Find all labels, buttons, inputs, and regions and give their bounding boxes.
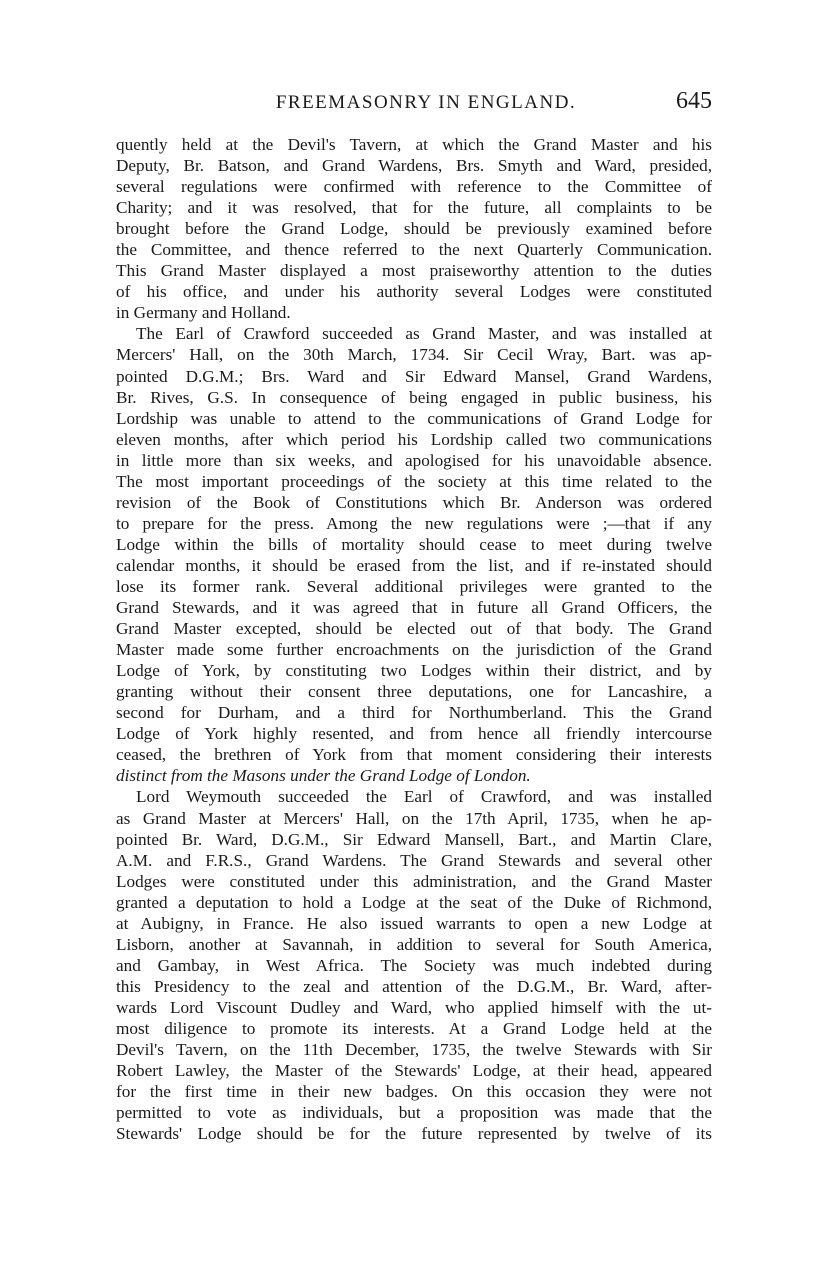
text-line: Lisborn, another at Savannah, in addition to several for South America, [116, 934, 712, 954]
running-head [116, 88, 712, 122]
text-line: Stewards' Lodge should be for the future represented by twelve of its [116, 1124, 712, 1144]
text-line: granting without their consent three deputations, one for Lancashire, a [116, 682, 712, 702]
text-line: Grand Master excepted, should be elected out of that body. The Grand [116, 619, 712, 639]
text-line: This Grand Master displayed a most praiseworthy attention to the duties [116, 261, 712, 281]
text-line: wards Lord Viscount Dudley and Ward, who applied himself with the ut- [116, 997, 712, 1017]
text-line: and Gambay, in West Africa. The Society was much indebted during [116, 955, 712, 975]
text-line: Master made some further encroachments on the jurisdiction of the Grand [116, 640, 712, 660]
text-line: of his office, and under his authority several Lodges were constituted [116, 282, 712, 302]
text-line: most diligence to promote its interests. At a Grand Lodge held at the [116, 1018, 712, 1038]
running-title: FREEMASONRY IN ENGLAND. [275, 92, 577, 113]
text-line: second for Durham, and a third for Northumberland. This the Grand [116, 703, 712, 723]
text-line: revision of the Book of Constitutions which Br. Anderson was ordered [116, 492, 712, 512]
text-line: lose its former rank. Several additional privileges were granted to the [116, 576, 712, 596]
text-line: Br. Rives, G.S. In consequence of being engaged in public business, his [116, 387, 712, 407]
text-line: calendar months, it should be erased from the list, and if re-instated should [116, 555, 712, 575]
text-line: The most important proceedings of the society at this time related to the [116, 471, 712, 491]
page-number: 645 [676, 88, 712, 114]
text-line: Charity; and it was resolved, that for the future, all complaints to be [116, 198, 712, 218]
text-line: eleven months, after which period his Lordship called two communications [116, 429, 712, 449]
body-text [116, 134, 712, 1144]
text-line: for the first time in their new badges. On this occasion they were not [116, 1082, 712, 1102]
text-line: Robert Lawley, the Master of the Stewards' Lodge, at their head, appeared [116, 1061, 712, 1081]
text-line: the Committee, and thence referred to the next Quarterly Communication. [116, 240, 712, 260]
text-line: Lord Weymouth succeeded the Earl of Crawford, and was installed [136, 787, 712, 807]
text-line: The Earl of Crawford succeeded as Grand Master, and was installed at [136, 324, 712, 344]
text-line: Lodge of York, by constituting two Lodges within their district, and by [116, 661, 712, 681]
text-line: distinct from the Masons under the Grand Lodge of London. [116, 766, 531, 786]
text-line: A.M. and F.R.S., Grand Wardens. The Grand Stewards and several other [116, 850, 712, 870]
text-line: several regulations were confirmed with reference to the Committee of [116, 177, 712, 197]
text-line: as Grand Master at Mercers' Hall, on the 17th April, 1735, when he ap- [116, 808, 712, 828]
text-line: Grand Stewards, and it was agreed that in future all Grand Officers, the [116, 598, 712, 618]
text-line: in little more than six weeks, and apologised for his unavoidable absence. [116, 450, 712, 470]
text-line: Deputy, Br. Batson, and Grand Wardens, Brs. Smyth and Ward, presided, [116, 156, 712, 176]
text-line: Lodges were constituted under this administration, and the Grand Master [116, 871, 712, 891]
text-line: Lodge within the bills of mortality should cease to meet during twelve [116, 534, 712, 554]
text-line: at Aubigny, in France. He also issued warrants to open a new Lodge at [116, 913, 712, 933]
text-line: Mercers' Hall, on the 30th March, 1734. Sir Cecil Wray, Bart. was ap- [116, 345, 712, 365]
text-line: pointed D.G.M.; Brs. Ward and Sir Edward Mansel, Grand Wardens, [116, 366, 712, 386]
text-line: in Germany and Holland. [116, 303, 291, 323]
text-line: ceased, the brethren of York from that moment considering their interests [116, 745, 712, 765]
text-line: granted a deputation to hold a Lodge at the seat of the Duke of Richmond, [116, 892, 712, 912]
text-line: permitted to vote as individuals, but a proposition was made that the [116, 1103, 712, 1123]
text-line: Lordship was unable to attend to the communications of Grand Lodge for [116, 408, 712, 428]
text-line: quently held at the Devil's Tavern, at which the Grand Master and his [116, 135, 712, 154]
text-line: Lodge of York highly resented, and from hence all friendly intercourse [116, 724, 712, 744]
text-line: brought before the Grand Lodge, should be previously examined before [116, 219, 712, 239]
text-line: this Presidency to the zeal and attention of the D.G.M., Br. Ward, after- [116, 976, 712, 996]
text-line: to prepare for the press. Among the new regulations were ;—that if any [116, 513, 712, 533]
text-line: Devil's Tavern, on the 11th December, 1735, the twelve Stewards with Sir [116, 1040, 712, 1060]
text-line: pointed Br. Ward, D.G.M., Sir Edward Mansell, Bart., and Martin Clare, [116, 829, 712, 849]
